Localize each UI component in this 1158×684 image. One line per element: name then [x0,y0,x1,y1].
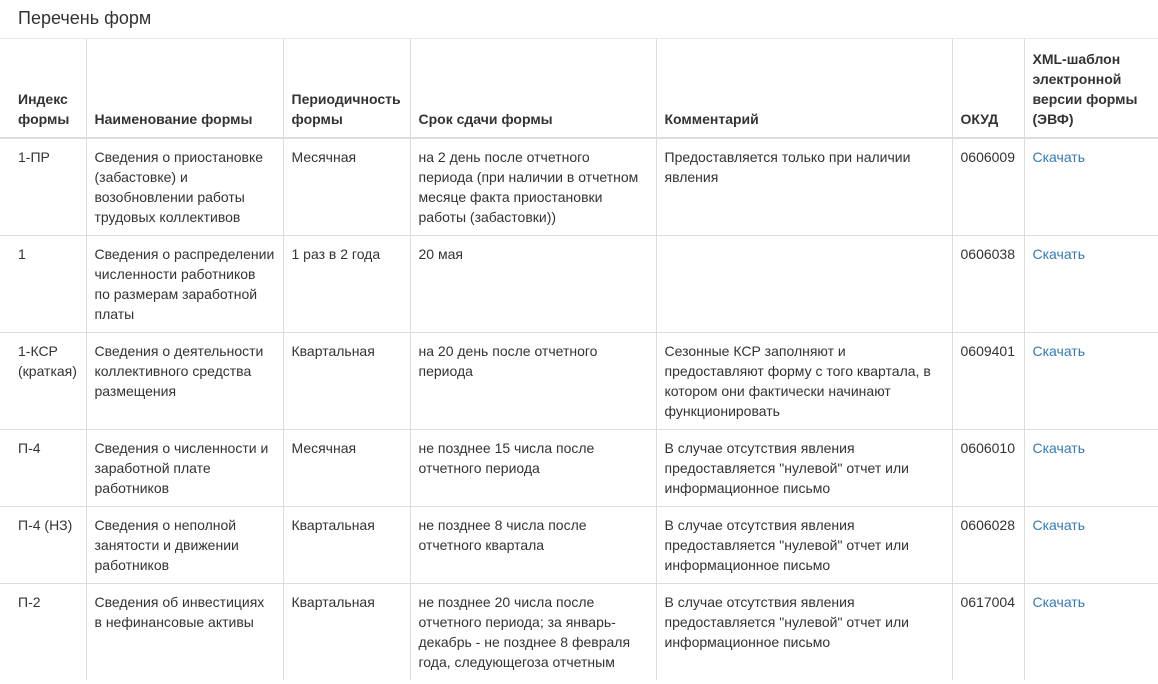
download-link[interactable]: Скачать [1032,149,1085,165]
cell-name: Сведения о распределении численности работников по размерам заработной платы [86,236,283,333]
cell-comment: В случае отсутствия явления предоставляется "нулевой" отчет или информационное письмо [656,584,952,681]
table-header-row [0,39,1158,139]
header-index: Индекс формы [0,39,86,139]
cell-download [1024,138,1158,236]
cell-periodicity: Месячная [283,138,410,236]
cell-download [1024,333,1158,430]
cell-comment: Сезонные КСР заполняют и предоставляют форму с того квартала, в котором они фактически начинают функционировать [656,333,952,430]
cell-okud: 0606010 [952,430,1024,507]
cell-name: Сведения о приостановке (забастовке) и возобновлении работы трудовых коллективов [86,138,283,236]
table-row [0,430,1158,507]
cell-periodicity: Квартальная [283,507,410,584]
cell-download [1024,430,1158,507]
cell-periodicity: Квартальная [283,584,410,681]
cell-periodicity: Месячная [283,430,410,507]
cell-name: Сведения об инвестициях в нефинансовые активы [86,584,283,681]
download-link[interactable]: Скачать [1032,517,1085,533]
cell-download [1024,236,1158,333]
cell-name: Сведения о численности и заработной плате работников [86,430,283,507]
table-row [0,138,1158,236]
header-xml-template: XML-шаблон электронной версии формы (ЭВФ) [1024,39,1158,139]
table-row [0,333,1158,430]
header-comment: Комментарий [656,39,952,139]
forms-table [0,38,1158,680]
download-link[interactable]: Скачать [1032,440,1085,456]
cell-deadline: 20 мая [410,236,656,333]
cell-deadline: на 20 день после отчетного периода [410,333,656,430]
download-link[interactable]: Скачать [1032,246,1085,262]
cell-download [1024,584,1158,681]
table-row [0,236,1158,333]
download-link[interactable]: Скачать [1032,343,1085,359]
cell-index: 1-ПР [18,149,50,165]
download-link[interactable]: Скачать [1032,594,1085,610]
cell-comment [656,236,952,333]
cell-index: 1-КСР (краткая) [0,333,86,430]
cell-periodicity: 1 раз в 2 года [283,236,410,333]
header-name: Наименование формы [86,39,283,139]
cell-comment: Предоставляется только при наличии явления [656,138,952,236]
cell-deadline: не позднее 8 числа после отчетного квартала [410,507,656,584]
cell-okud: 0606009 [952,138,1024,236]
table-row [0,584,1158,681]
cell-deadline: не позднее 20 числа после отчетного периода; за январь-декабрь - не позднее 8 февраля года, следующегоза отчетным [410,584,656,681]
cell-index: П-4 (НЗ) [0,507,86,584]
cell-okud: 0606038 [952,236,1024,333]
page-title: Перечень форм [18,8,152,28]
table-row [0,507,1158,584]
cell-index: П-2 [0,584,86,681]
header-periodicity: Периодичность формы [283,39,410,139]
cell-download [1024,507,1158,584]
cell-name: Сведения о деятельности коллективного средства размещения [86,333,283,430]
cell-comment: В случае отсутствия явления предоставляется "нулевой" отчет или информационное письмо [656,430,952,507]
cell-periodicity: Квартальная [283,333,410,430]
cell-okud: 0606028 [952,507,1024,584]
header-deadline: Срок сдачи формы [410,39,656,139]
cell-okud: 0609401 [952,333,1024,430]
cell-comment: В случае отсутствия явления предоставляется "нулевой" отчет или информационное письмо [656,507,952,584]
header-okud: ОКУД [952,39,1024,139]
cell-index: П-4 [0,430,86,507]
cell-okud: 0617004 [952,584,1024,681]
cell-deadline: на 2 день после отчетного периода (при наличии в отчетном месяце факта приостановки работы (забастовки)) [410,138,656,236]
cell-deadline: не позднее 15 числа после отчетного периода [410,430,656,507]
cell-name: Сведения о неполной занятости и движении работников [86,507,283,584]
cell-index: 1 [0,236,86,333]
